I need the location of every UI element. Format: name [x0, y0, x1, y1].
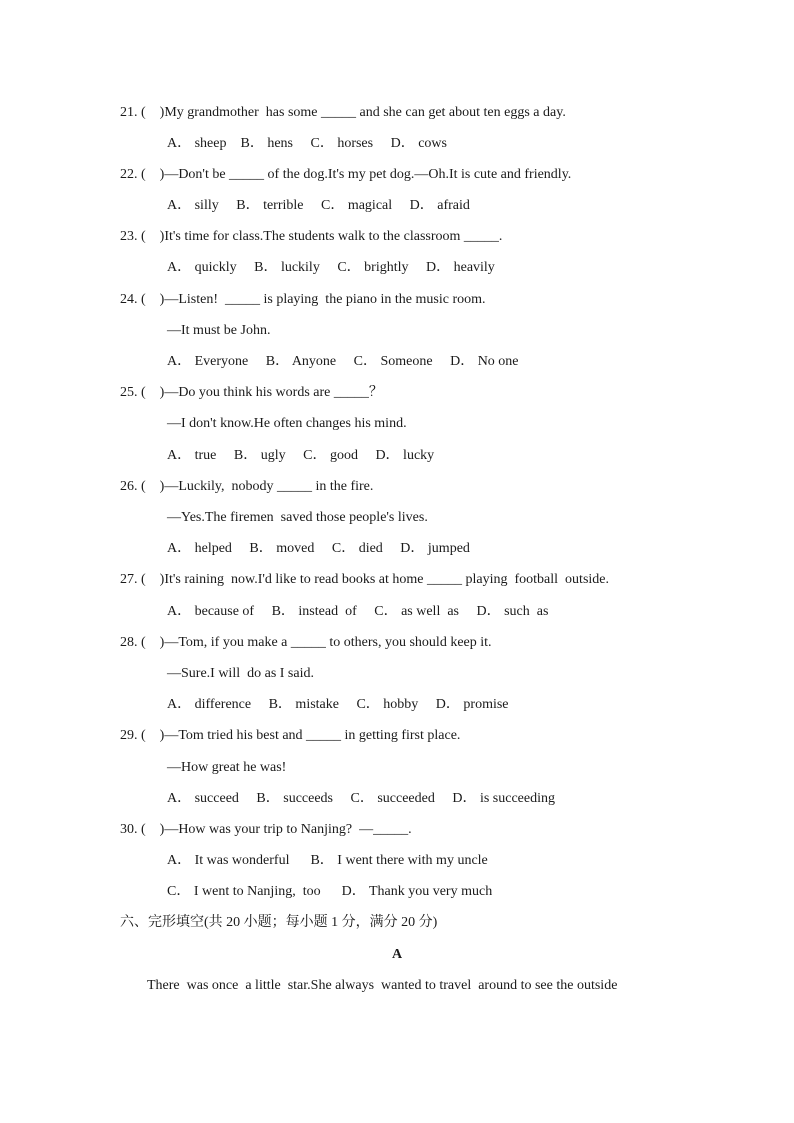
section-heading-cloze: 六、完形填空(共 20 小题；每小题 1 分，满分 20 分)	[120, 915, 438, 930]
passage-first-line: There was once a little star.She always wanted to travel around to see the outside	[147, 978, 618, 993]
question-26-reply: —Yes.The firemen saved those people's lives.	[167, 510, 428, 525]
question-28-reply: —Sure.I will do as I said.	[167, 666, 314, 681]
question-25-reply: —I don't know.He often changes his mind.	[167, 416, 407, 431]
question-28: 28. ( )—Tom, if you make a _____ to others, you should keep it.	[120, 635, 492, 650]
question-26: 26. ( )—Luckily, nobody _____ in the fire.	[120, 479, 374, 494]
question-25: 25. ( )—Do you think his words are _____？	[120, 385, 383, 400]
question-21-options: A． sheep B． hens C． horses D． cows	[167, 136, 447, 151]
question-26-options: A． helped B． moved C． died D． jumped	[167, 541, 470, 556]
question-29-options: A． succeed B． succeeds C． succeeded D． is succeeding	[167, 791, 556, 806]
question-23-options: A． quickly B． luckily C． brightly D． heavily	[167, 260, 495, 275]
passage-label: A	[391, 947, 403, 962]
question-28-options: A． difference B． mistake C． hobby D． promise	[167, 697, 509, 712]
question-27-options: A． because of B． instead of C． as well as D． such as	[167, 604, 549, 619]
question-22-options: A． silly B． terrible C． magical D． afraid	[167, 198, 470, 213]
question-24-options: A． Everyone B． Anyone C． Someone D． No one	[167, 354, 519, 369]
question-23: 23. ( )It's time for class.The students walk to the classroom _____.	[120, 229, 503, 244]
question-30-options-cd: C． I went to Nanjing, too D． Thank you very much	[167, 884, 493, 899]
question-22: 22. ( )—Don't be _____ of the dog.It's my pet dog.—Oh.It is cute and friendly.	[120, 167, 572, 182]
question-30-options-ab: A． It was wonderful B． I went there with my uncle	[167, 853, 488, 868]
question-29-reply: —How great he was!	[167, 760, 287, 775]
question-30: 30. ( )—How was your trip to Nanjing? —_____.	[120, 822, 412, 837]
question-27: 27. ( )It's raining now.I'd like to read books at home _____ playing football outside.	[120, 572, 609, 587]
question-24: 24. ( )—Listen! _____ is playing the piano in the music room.	[120, 292, 486, 307]
question-25-options: A． true B． ugly C． good D． lucky	[167, 448, 435, 463]
question-29: 29. ( )—Tom tried his best and _____ in getting first place.	[120, 728, 461, 743]
question-24-reply: —It must be John.	[167, 323, 271, 338]
question-21: 21. ( )My grandmother has some _____ and she can get about ten eggs a day.	[120, 105, 566, 120]
